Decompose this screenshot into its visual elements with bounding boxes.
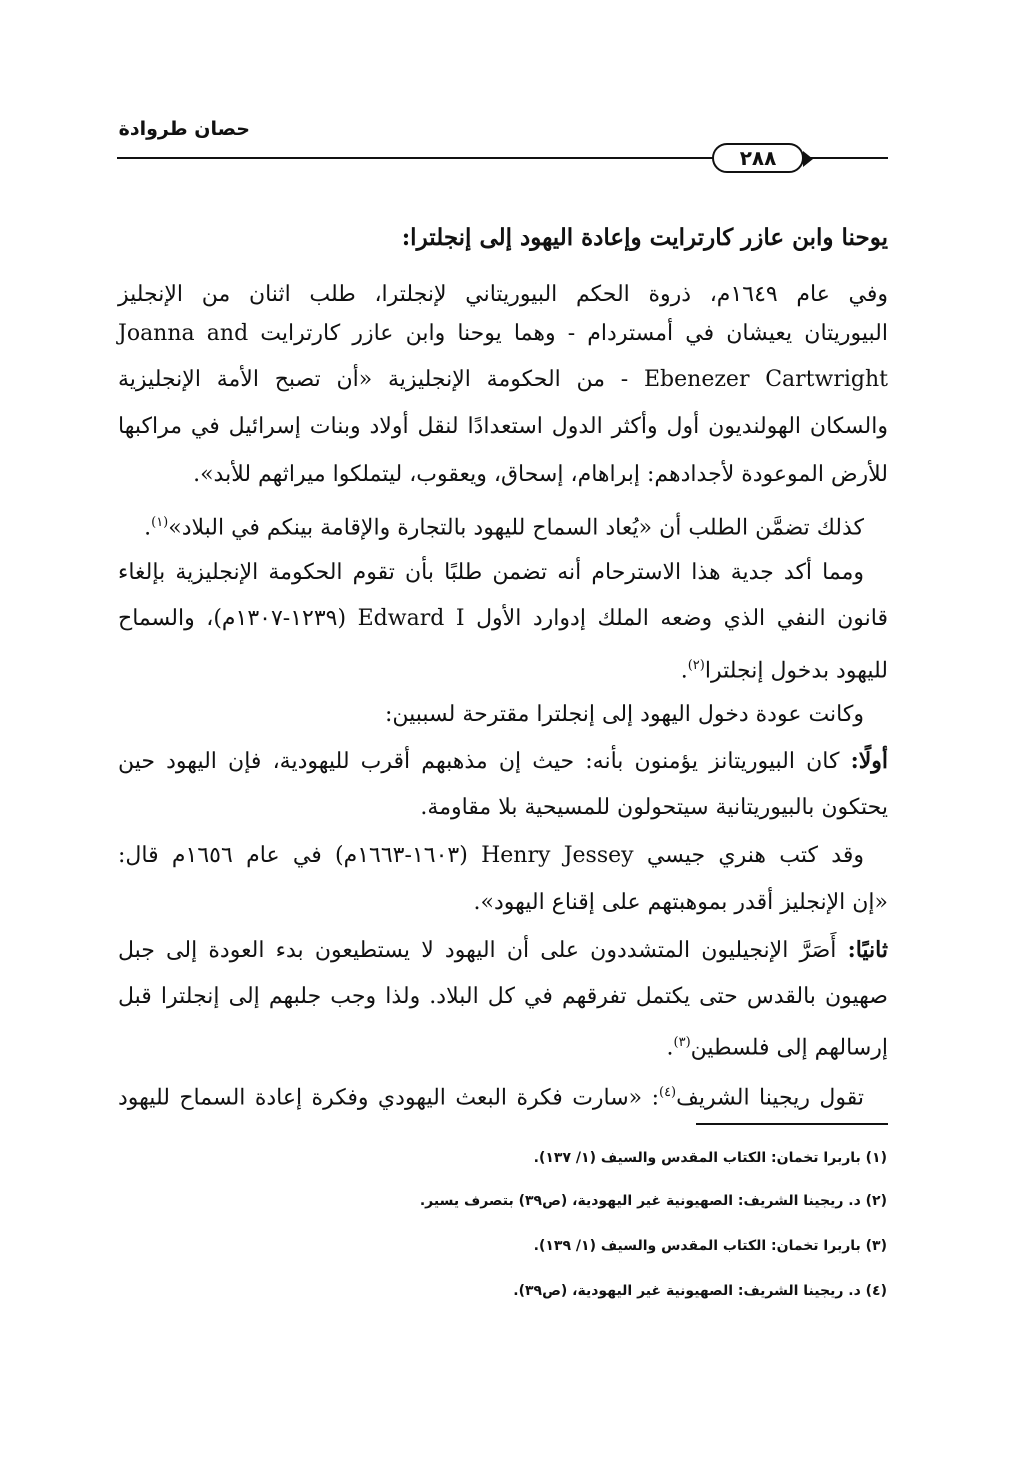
line-punct: . bbox=[680, 658, 688, 684]
line-text: إرسالهم إلى فلسطين bbox=[690, 1035, 888, 1061]
line-punct: . bbox=[666, 1035, 674, 1061]
paragraph-line: وقد كتب هنري جيسي Henry Jessey (١٦٠٣-١٦٦٣م) في عام ١٦٥٦م قال: bbox=[118, 843, 865, 868]
line-text: : «سارت فكرة البعث اليهودي وفكرة إعادة السماح لليهود bbox=[118, 1085, 659, 1111]
footnote-1: (١) باربرا تخمان: الكتاب المقدس والسيف (١/ ١٣٧). bbox=[533, 1150, 887, 1166]
footnote-rule bbox=[696, 1123, 888, 1125]
footnote-4: (٤) د. ريجينا الشريف: الصهيونية غير اليهودية، (ص٣٩). bbox=[513, 1283, 887, 1299]
paragraph-line: للأرض الموعودة لأجدادهم: إبراهام، إسحاق، ويعقوب، ليتملكوا ميراثهم للأبد». bbox=[193, 462, 888, 487]
section-heading: يوحنا وابن عازر كارترايت وإعادة اليهود إلى إنجلترا: bbox=[401, 224, 888, 251]
line-text: تقول ريجينا الشريف bbox=[676, 1085, 864, 1111]
paragraph-line: «إن الإنجليز أقدر بموهبتهم على إقناع اليهود». bbox=[473, 890, 888, 915]
page-number-badge: ٢٨٨ bbox=[712, 143, 804, 173]
line-text: أَصَرَّ الإنجيليون المتشددون على أن اليهود لا يستطيعون بدء العودة إلى جبل bbox=[118, 938, 837, 963]
point-label-second: ثانيًا: bbox=[847, 937, 888, 963]
paragraph-line: صهيون بالقدس حتى يكتمل تفرقهم في كل البلاد. ولذا وجب جلبهم إلى إنجلترا قبل bbox=[118, 984, 888, 1009]
paragraph-line: وكانت عودة دخول اليهود إلى إنجلترا مقترحة لسببين: bbox=[384, 702, 864, 727]
footnote-2: (٢) د. ريجينا الشريف: الصهيونية غير اليهودية، (ص٣٩) بتصرف يسير. bbox=[419, 1193, 887, 1209]
footnote-ref[interactable]: (٣) bbox=[673, 1035, 691, 1050]
paragraph-line bbox=[118, 930, 888, 971]
footnote-ref[interactable]: (٢) bbox=[687, 658, 705, 673]
paragraph-line bbox=[118, 741, 888, 782]
paragraph-line: وفي عام ١٦٤٩م، ذروة الحكم البيوريتاني لإنجلترا، طلب اثنان من الإنجليز bbox=[118, 282, 888, 307]
paragraph-line: والسكان الهولنديون أول وأكثر الدول استعدادًا لنقل أولاد وبنات إسرائيل في مراكبها bbox=[118, 414, 888, 439]
running-header-title: حصان طروادة bbox=[118, 118, 250, 140]
paragraph-line bbox=[118, 1073, 864, 1118]
paragraph-line: يحتكون بالبيوريتانية سيتحولون للمسيحية بلا مقاومة. bbox=[420, 795, 888, 820]
point-label-first: أولًا: bbox=[850, 748, 888, 774]
paragraph-line: ومما أكد جدية هذا الاسترحام أنه تضمن طلبًا بأن تقوم الحكومة الإنجليزية بإلغاء bbox=[118, 560, 864, 585]
footnote-3: (٣) باربرا تخمان: الكتاب المقدس والسيف (١/ ١٣٩). bbox=[533, 1238, 887, 1254]
paragraph-line: Ebenezer Cartwright - من الحكومة الإنجليزية «أن تصبح الأمة الإنجليزية bbox=[118, 367, 888, 392]
line-text: لليهود بدخول إنجلترا bbox=[704, 658, 888, 684]
paragraph-line bbox=[118, 646, 888, 691]
footnote-ref[interactable]: (٤) bbox=[658, 1085, 677, 1100]
paragraph-line: البيوريتان يعيشان في أمستردام - وهما يوحنا وابن عازر كارترايت Joanna and bbox=[118, 321, 888, 346]
paragraph-line bbox=[118, 503, 864, 548]
line-punct: . bbox=[144, 515, 152, 541]
paragraph-line bbox=[118, 1023, 888, 1068]
line-text: كان البيوريتانز يؤمنون بأنه: حيث إن مذهبهم أقرب لليهودية، فإن اليهود حين bbox=[118, 749, 840, 774]
paragraph-line: قانون النفي الذي وضعه الملك إدوارد الأول Edward I (١٢٣٩-١٣٠٧م)، والسماح bbox=[118, 606, 889, 631]
line-text: كذلك تضمَّن الطلب أن «يُعاد السماح لليهود بالتجارة والإقامة بينكم في البلاد» bbox=[168, 515, 864, 541]
footnote-ref[interactable]: (١) bbox=[151, 515, 169, 530]
